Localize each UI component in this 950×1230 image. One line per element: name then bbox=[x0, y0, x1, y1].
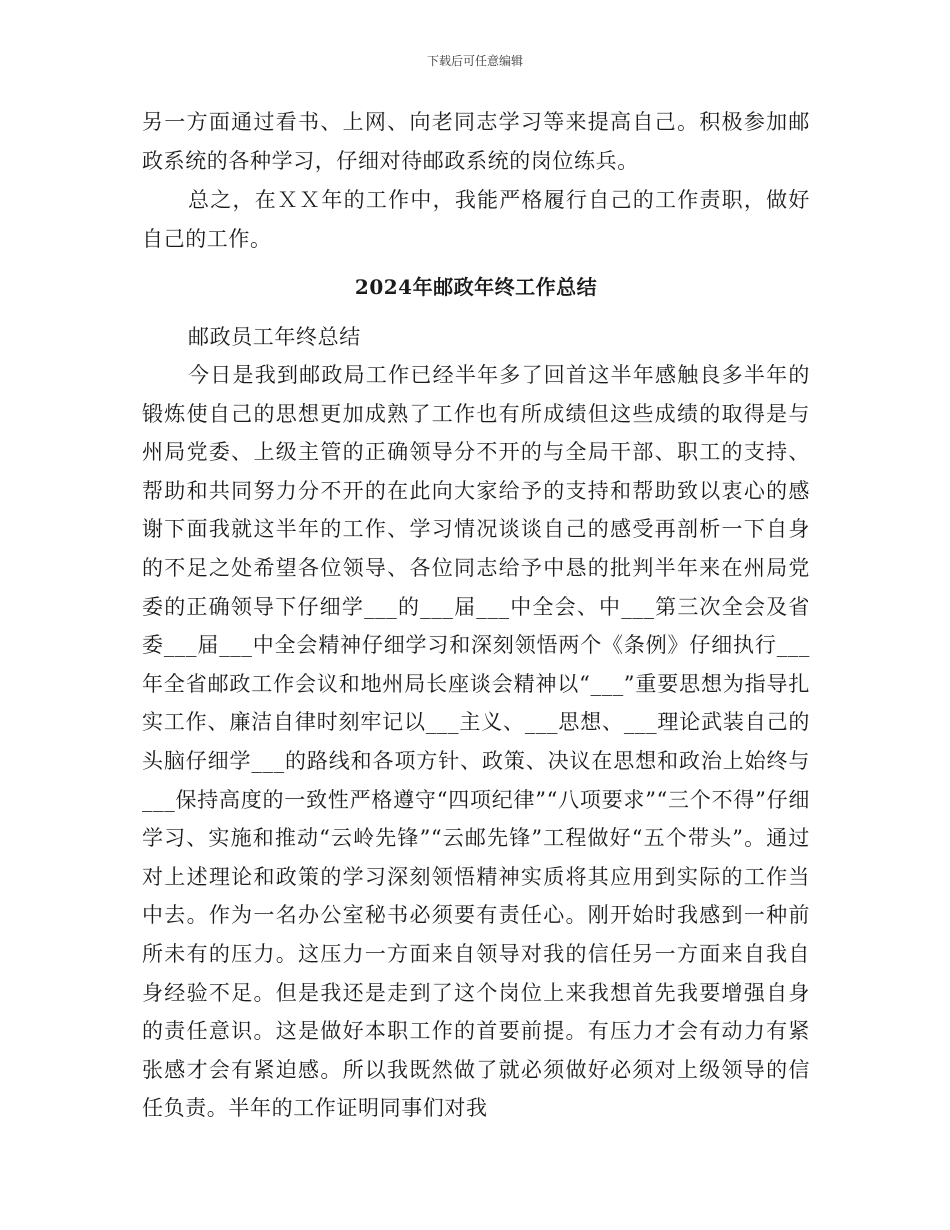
paragraph-continuation: 另一方面通过看书、上网、向老同志学习等来提高自己。积极参加邮政系统的各种学习，仔细对待邮政系统的岗位练兵。 bbox=[142, 110, 810, 173]
section-title: 2024年邮政年终工作总结 bbox=[354, 275, 598, 299]
page-header: 下载后可任意编辑 bbox=[426, 54, 523, 68]
paragraph-conclusion: 总之，在ＸＸ年的工作中，我能严格履行自己的工作责职，做好自己的工作。 bbox=[142, 188, 810, 251]
section-subtitle: 邮政员工年终总结 bbox=[188, 325, 361, 349]
paragraph-main: 今日是我到邮政局工作已经半年多了回首这半年感触良多半年的锻炼使自己的思想更加成熟了工作也有所成绩但这些成绩的取得是与州局党委、上级主管的正确领导分不开的与全局干部、职工的支持、帮助和共同努力分不开的在此向大家给予的支持和帮助致以衷心的感谢下面我就这半年的工作、学习情况谈谈自己的感受再剖析一下自身的不足之处希望各位领导、各位同志给予中恳的批判半年来在州局党委的正确领导下仔细学___的___届___中全会、中___第三次全会及省委___届___中全会精神仔细学习和深刻领悟两个《条例》仔细执行___年全省邮政工作会议和地州局长座谈会精神以“___”重要思想为指导扎实工作、廉洁自律时刻牢记以___主义、___思想、___理论武装自己的头脑仔细学___的路线和各项方针、政策、决议在思想和政治上始终与___保持高度的一致性严格遵守“四项纪律”“八项要求”“三个不得”仔细学习、实施和推动“云岭先锋”“云邮先锋”工程做好“五个带头”。通过对上述理论和政策的学习深刻领悟精神实质将其应用到实际的工作当中去。作为一名办公室秘书必须要有责任心。刚开始时我感到一种前所未有的压力。这压力一方面来自领导对我的信任另一方面来自我自身经验不足。但是我还是走到了这个岗位上来我想首先我要增强自身的责任意识。这是做好本职工作的首要前提。有压力才会有动力有紧张感才会有紧迫感。所以我既然做了就必须做好必须对上级领导的信任负责。半年的工作证明同事们对我 bbox=[142, 363, 810, 1121]
